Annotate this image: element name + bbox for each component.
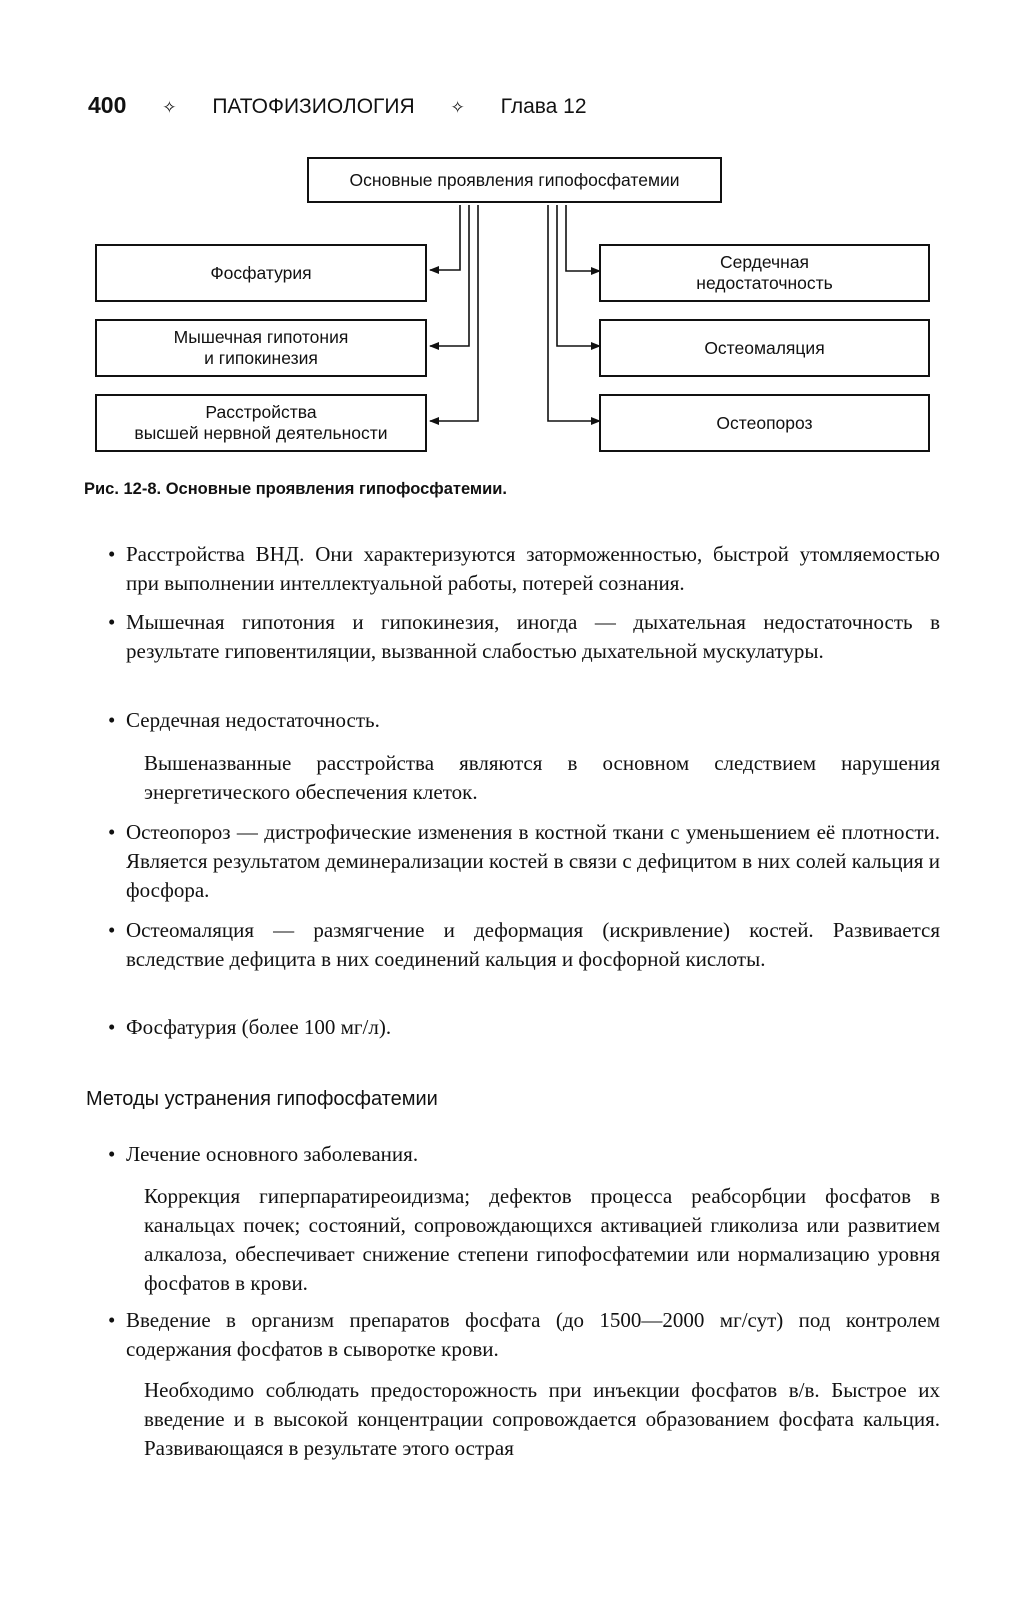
connector-right-3 bbox=[548, 205, 600, 421]
bullet-icon: • bbox=[108, 1142, 116, 1166]
box-label-line: Фосфатурия bbox=[210, 262, 312, 283]
diagram-root-box bbox=[307, 157, 722, 203]
list-item bbox=[108, 1306, 940, 1364]
list-item-text: Остеопороз — дистрофические изменения в костной ткани с уменьшением её плотности. Является результатом деминерализации костей в связи с дефицитом в них солей кальция и фосфора. bbox=[126, 820, 940, 902]
list-item-text: Остеомаляция — размягчение и деформация (искривление) костей. Развивается вследствие дефицита в них соединений кальция и фосфорной кислоты. bbox=[126, 918, 940, 971]
box-label-line: Остеомаляция bbox=[704, 337, 825, 358]
box-label-line: и гипокинезия bbox=[204, 348, 318, 368]
list-item-text: Сердечная недостаточность. bbox=[126, 708, 380, 732]
diagram-right-box-2 bbox=[599, 319, 930, 377]
diagram-right-box-3 bbox=[599, 394, 930, 452]
section-heading: Методы устранения гипофосфатемии bbox=[86, 1088, 438, 1110]
list-item bbox=[108, 706, 940, 735]
list-item bbox=[108, 818, 940, 905]
paragraph: Коррекция гиперпаратиреоидизма; дефектов процесса реабсорбции фосфатов в канальцах почек; состояний, сопровождающихся активацией гликолиза или развитием алкалоза, обеспечивает снижение степени гипофосфатемии или нормализацию уровня фосфатов в крови. bbox=[144, 1184, 940, 1295]
box-label-line: высшей нервной деятельности bbox=[134, 423, 388, 443]
list-item-text: Введение в организм препаратов фосфата (до 1500—2000 мг/сут) под контролем содержания фосфатов в сыворотке крови. bbox=[126, 1308, 940, 1361]
list-item-text: Фосфатурия (более 100 мг/л). bbox=[126, 1015, 392, 1039]
list-item-text: Мышечная гипотония и гипокинезия, иногда — дыхательная недостаточность в результате гиповентиляции, вызванной слабостью дыхательной мускулатуры. bbox=[126, 610, 940, 663]
bullet-icon: • bbox=[108, 610, 116, 634]
figure-label: Рис. 12-8. bbox=[84, 480, 162, 498]
box-label-line: недостаточность bbox=[696, 273, 833, 293]
list-item bbox=[108, 540, 940, 598]
box-label-line: Расстройства bbox=[205, 402, 317, 422]
diagram-right-box-1 bbox=[599, 244, 930, 302]
figure-caption bbox=[84, 480, 507, 499]
list-item bbox=[108, 916, 940, 974]
paragraph: Вышеназванные расстройства являются в основном следствием нарушения энергетического обеспечения клеток. bbox=[144, 751, 940, 804]
header-ornament-icon: ✧ bbox=[450, 98, 465, 117]
paragraph: Необходимо соблюдать предосторожность при инъекции фосфатов в/в. Быстрое их введение и в высокой концентрации сопровождается образованием фосфата кальция. Развивающаяся в результате этого острая bbox=[144, 1378, 940, 1460]
list-item bbox=[108, 1013, 940, 1042]
diagram-left-box-1 bbox=[95, 244, 427, 302]
box-label-line: Мышечная гипотония bbox=[173, 327, 349, 347]
bullet-icon: • bbox=[108, 820, 116, 844]
bullet-icon: • bbox=[108, 1308, 116, 1332]
diagram-left-box-2 bbox=[95, 319, 427, 377]
bullet-icon: • bbox=[108, 542, 116, 566]
connector-right-1 bbox=[566, 205, 600, 271]
page-number: 400 bbox=[88, 92, 127, 118]
bullet-icon: • bbox=[108, 708, 116, 732]
list-item-text: Лечение основного заболевания. bbox=[126, 1142, 419, 1166]
diagram-left-box-3 bbox=[95, 394, 427, 452]
connector-left-3 bbox=[430, 205, 478, 421]
diagram-root-label: Основные проявления гипофосфатемии bbox=[349, 169, 680, 190]
bullet-icon: • bbox=[108, 918, 116, 942]
list-item-text: Расстройства ВНД. Они характеризуются заторможенностью, быстрой утомляемостью при выполнении интеллектуальной работы, потерей сознания. bbox=[126, 542, 940, 595]
bullet-icon: • bbox=[108, 1015, 116, 1039]
box-label-line: Остеопороз bbox=[716, 412, 813, 433]
chapter-label: Глава 12 bbox=[500, 95, 587, 118]
connector-left-2 bbox=[430, 205, 469, 346]
box-label-line: Сердечная bbox=[719, 252, 810, 272]
header-ornament-icon: ✧ bbox=[162, 98, 177, 117]
connector-right-2 bbox=[557, 205, 600, 346]
list-item bbox=[108, 1140, 940, 1169]
connector-left-1 bbox=[430, 205, 460, 270]
figure-title: Основные проявления гипофосфатемии. bbox=[165, 480, 507, 498]
list-item bbox=[108, 608, 940, 666]
book-title: ПАТОФИЗИОЛОГИЯ bbox=[212, 95, 415, 118]
